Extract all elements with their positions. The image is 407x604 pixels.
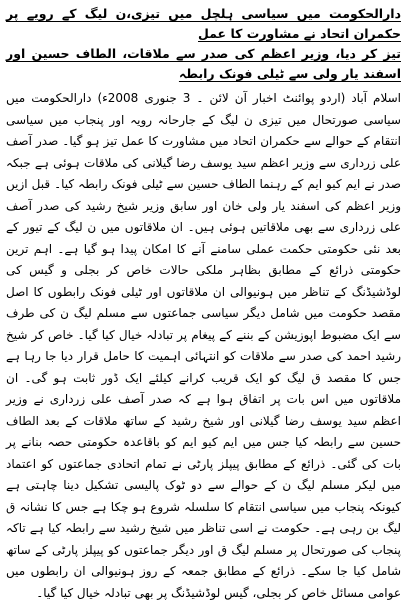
article-dateline: اسلام آباد (اردو پوائنٹ اخبار آن لائن ۔ 3 جنوری 2008ء) <box>91 91 401 105</box>
article-body-text: دارالحکومت میں سیاسی صورتحال میں تیزی ن لیگ کے جارحانہ رویہ اور پنجاب میں سیاسی انتقام کے حوالے سے حکمران اتحاد میں مشاورت کا عمل تیز ہو گیا۔ صدر آصف علی زرداری سے وزیر اعظم سید یوسف رضا گیلانی کی ملاقات ہوئی ہے جبکہ صدر نے ایم کیو ایم کے رہنما الطاف حسین سے ٹیلی فونک رابطہ کیا۔ قبل ازیں وزیر اعظم کی اسفند یار ولی خان اور سابق وزیر شیخ رشید کی صدر آصف علی زرداری سے بھی ملاقاتیں ہوئی ہیں۔ ان ملاقاتوں میں ن لیگ کے تیور کے بعد نئی حکومتی حکمت عملی سامنے آنے کا امکان پیدا ہو گیا ہے۔ اہم ترین حکومتی ذرائع کے مطابق بظاہر ملکی حالات خاص کر بجلی و گیس کی لوڈشیڈنگ کے تناظر میں ہونیوالی ان ملاقاتوں اور ٹیلی فونک رابطوں کا اصل مقصد حکومت میں شامل دیگر سیاسی جماعتوں سے مسلم لیگ ن کی طرف سے ایک مضبوط اپوزیشن کے بننے کے پیغام پر تبادلہ خیال کیا گیا۔ خاص کر شیخ رشید احمد کی صدر سے ملاقات کو انتہائی اہمیت کا حامل قرار دیا جا رہا ہے جس کا مقصد ق لیگ کو ایک قریب کرانے کیلئے ایک ڈور ثابت ہو گی۔ ان ملاقاتوں میں اس بات پر اتفاق ہوا ہے کہ صدر آصف علی زرداری نے وزیر اعظم سید یوسف رضا گیلانی اور شیخ رشید کے ساتھ ملاقات کے بعد الطاف حسین سے رابطہ کیا جس میں ایم کیو ایم کو باقاعدہ حکومتی حصہ بنانے پر بات کی گئی۔ ذرائع کے مطابق پیپلز پارٹی نے تمام اتحادی جماعتوں کو اعتماد میں لیکر مسلم لیگ ن کے حوالے سے دو ٹوک پالیسی تشکیل دینا چاہتی ہے کیونکہ پنجاب میں سیاسی انتقام کا سلسلہ شروع ہو چکا ہے جس کا نشانہ ق لیگ بن رہی ہے۔ حکومت نے اسی تناظر میں شیخ رشید سے رابطہ کیا ہے تاکہ پنجاب کی صورتحال پر مسلم لیگ ق اور دیگر جماعتوں کو پیپلز پارٹی کے ساتھ شامل کیا جا سکے۔ ذرائع کے مطابق جمعہ کے روز ہونیوالی ان رابطوں میں عوامی مسائل خاص کر بجلی، گیس لوڈشیڈنگ پر بھی تبادلہ خیال کیا گیا۔ <box>6 91 401 600</box>
headline-line-1: دارالحکومت میں سیاسی ہلچل میں تیزی،ن لیگ کے رویے پر حکمران اتحاد نے مشاورت کا عمل <box>6 6 401 41</box>
headline-line-2: تیز کر دیا، وزیر اعظم کی صدر سے ملاقات، الطاف حسین اور اسفند یار ولی سے ٹیلی فونک رابطہ <box>6 46 401 81</box>
article-body <box>6 88 401 604</box>
article-headline <box>6 4 401 84</box>
